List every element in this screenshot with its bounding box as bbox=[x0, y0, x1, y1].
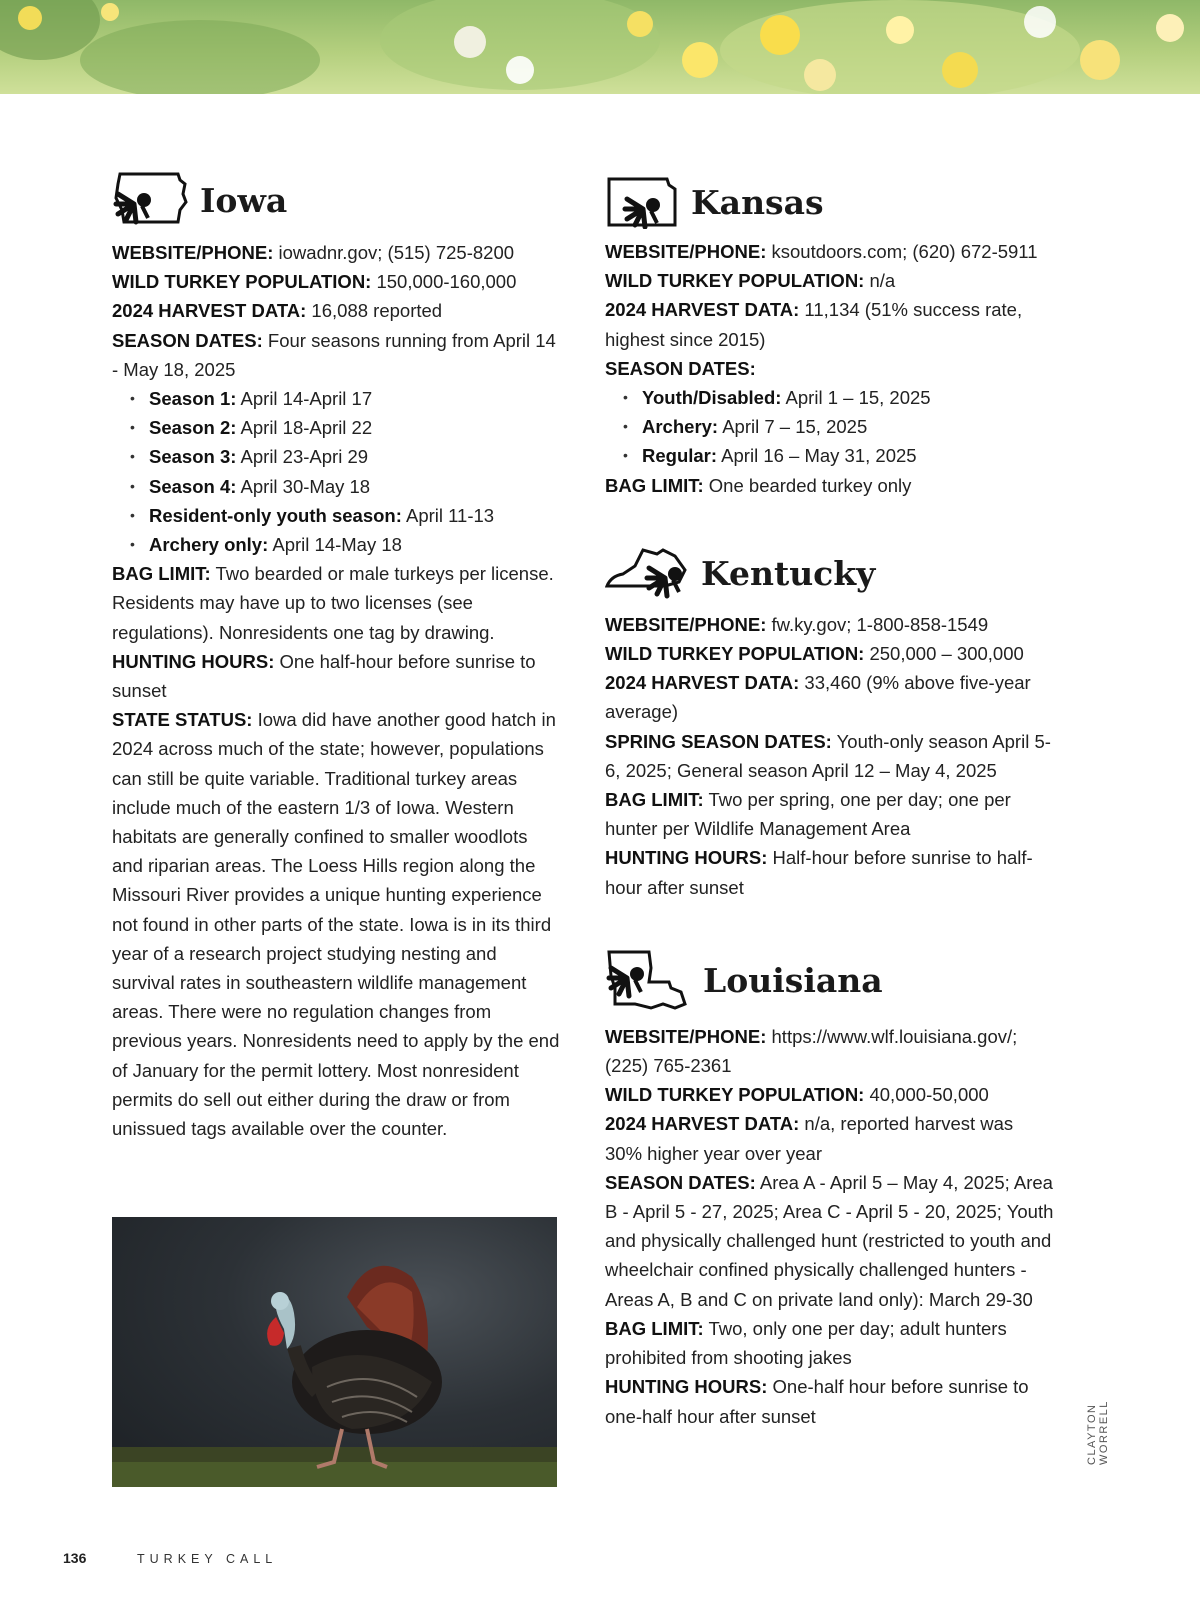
info-line: WEBSITE/PHONE: iowadnr.gov; (515) 725-8200 bbox=[112, 242, 515, 263]
info-line: SEASON DATES: Four seasons running from April 14 - May 18, 2025 bbox=[112, 329, 556, 380]
photo-credit: CLAYTON WORRELL bbox=[1086, 1400, 1110, 1465]
louisiana-section bbox=[605, 948, 1055, 1431]
kentucky-outline-icon bbox=[605, 546, 689, 602]
right-column bbox=[605, 175, 1055, 1431]
header-flower-banner bbox=[0, 0, 1200, 94]
iowa-outline-icon bbox=[112, 170, 188, 230]
info-line: SEASON DATES: bbox=[605, 357, 756, 379]
list-item: • Youth/Disabled: April 1 – 15, 2025 bbox=[623, 383, 1055, 412]
iowa-title: Iowa bbox=[200, 180, 288, 220]
flower-photo bbox=[0, 0, 1200, 94]
iowa-heading bbox=[112, 170, 560, 230]
info-line: WILD TURKEY POPULATION: 150,000-160,000 bbox=[112, 271, 517, 293]
info-line: HUNTING HOURS: One-half hour before sunrise to one-half hour after sunset bbox=[605, 1376, 1029, 1427]
list-item: • Resident-only youth season: April 11-13 bbox=[130, 501, 560, 530]
info-line: BAG LIMIT: Two bearded or male turkeys per license. Residents may have up to two licenses (see regulations). Nonresidents one tag by drawing. bbox=[112, 563, 554, 643]
info-line: WEBSITE/PHONE: fw.ky.gov; 1-800-858-1549 bbox=[605, 613, 989, 635]
info-line: BAG LIMIT: Two per spring, one per day; one per hunter per Wildlife Management Area bbox=[605, 789, 1011, 840]
info-line: WEBSITE/PHONE: ksoutdoors.com; (620) 672-5911 bbox=[605, 241, 1038, 262]
info-line: BAG LIMIT: One bearded turkey only bbox=[605, 474, 912, 496]
list-item: • Archery only: April 14-May 18 bbox=[130, 530, 560, 559]
turkey-photo bbox=[112, 1217, 557, 1487]
list-item: • Season 2: April 18-April 22 bbox=[130, 413, 560, 442]
kentucky-heading bbox=[605, 546, 1055, 602]
kansas-outline-icon bbox=[605, 175, 679, 229]
louisiana-heading bbox=[605, 948, 1055, 1014]
info-line: 2024 HARVEST DATA: 33,460 (9% above five-year average) bbox=[605, 672, 1031, 723]
kansas-info bbox=[605, 237, 1055, 500]
info-line: WILD TURKEY POPULATION: 40,000-50,000 bbox=[605, 1084, 989, 1106]
kansas-section bbox=[605, 175, 1055, 500]
info-line: 2024 HARVEST DATA: n/a, reported harvest was 30% higher year over year bbox=[605, 1113, 1014, 1164]
kansas-season-list bbox=[605, 383, 1055, 471]
info-line: HUNTING HOURS: One half-hour before sunrise to sunset bbox=[112, 650, 536, 702]
kansas-title: Kansas bbox=[691, 182, 824, 222]
kentucky-info bbox=[605, 610, 1055, 902]
list-item: • Season 1: April 14-April 17 bbox=[130, 384, 560, 413]
iowa-season-list bbox=[112, 384, 560, 559]
kentucky-section bbox=[605, 546, 1055, 902]
info-line: HUNTING HOURS: Half-hour before sunrise to half-hour after sunset bbox=[605, 847, 1033, 898]
list-item: • Archery: April 7 – 15, 2025 bbox=[623, 412, 1055, 441]
list-item: • Regular: April 16 – May 31, 2025 bbox=[623, 441, 1055, 470]
info-line: WILD TURKEY POPULATION: 250,000 – 300,000 bbox=[605, 643, 1024, 665]
info-line: BAG LIMIT: Two, only one per day; adult hunters prohibited from shooting jakes bbox=[605, 1317, 1007, 1369]
info-line: 2024 HARVEST DATA: 16,088 reported bbox=[112, 300, 443, 322]
info-line: 2024 HARVEST DATA: 11,134 (51% success rate, highest since 2015) bbox=[605, 299, 1023, 350]
iowa-section bbox=[112, 170, 560, 1143]
info-line: SEASON DATES: Area A - April 5 – May 4, 2025; Area B - April 5 - 27, 2025; Area C - April 5 - 20, 2025; Youth and physically challenged hunt (restricted to youth and wheelchair confined physically challenged hunters - Areas A, B and C on private land only): March 29-30 bbox=[605, 1171, 1054, 1310]
iowa-info bbox=[112, 238, 560, 1143]
list-item: • Season 4: April 30-May 18 bbox=[130, 472, 560, 501]
turkey-illustration bbox=[112, 1217, 557, 1487]
info-line: STATE STATUS: Iowa did have another good hatch in 2024 across much of the state; however, populations can still be quite variable. Traditional turkey areas include much of the eastern 1/3 of Iowa. Western habitats are generally confined to smaller woodlots and riparian areas. The Loess Hills region along the Missouri River provides a unique hunting experience not found in other parts of the state. Iowa is in its third year of a research project studying nesting and survival rates in southeastern wildlife management areas. There were no regulation changes from previous years. Nonresidents need to apply by the end of January for the permit lottery. Most nonresident permits do sell out either during the draw or from unissued tags available over the counter. bbox=[112, 709, 560, 1140]
info-line: SPRING SEASON DATES: Youth-only season April 5-6, 2025; General season April 12 – May 4, 2025 bbox=[605, 730, 1051, 781]
kentucky-title: Kentucky bbox=[701, 554, 876, 594]
info-line: WILD TURKEY POPULATION: n/a bbox=[605, 270, 896, 292]
list-item: • Season 3: April 23-Apri 29 bbox=[130, 442, 560, 471]
page-number: 136 bbox=[63, 1550, 87, 1566]
turkey-fan-logo-icon bbox=[625, 198, 660, 227]
louisiana-title: Louisiana bbox=[703, 961, 883, 1001]
info-line: WEBSITE/PHONE: https://www.wlf.louisiana.gov/; (225) 765-2361 bbox=[605, 1025, 1018, 1077]
magazine-name: TURKEY CALL bbox=[137, 1552, 278, 1566]
louisiana-outline-icon bbox=[605, 948, 691, 1014]
kansas-heading bbox=[605, 175, 1055, 229]
louisiana-info bbox=[605, 1022, 1055, 1431]
